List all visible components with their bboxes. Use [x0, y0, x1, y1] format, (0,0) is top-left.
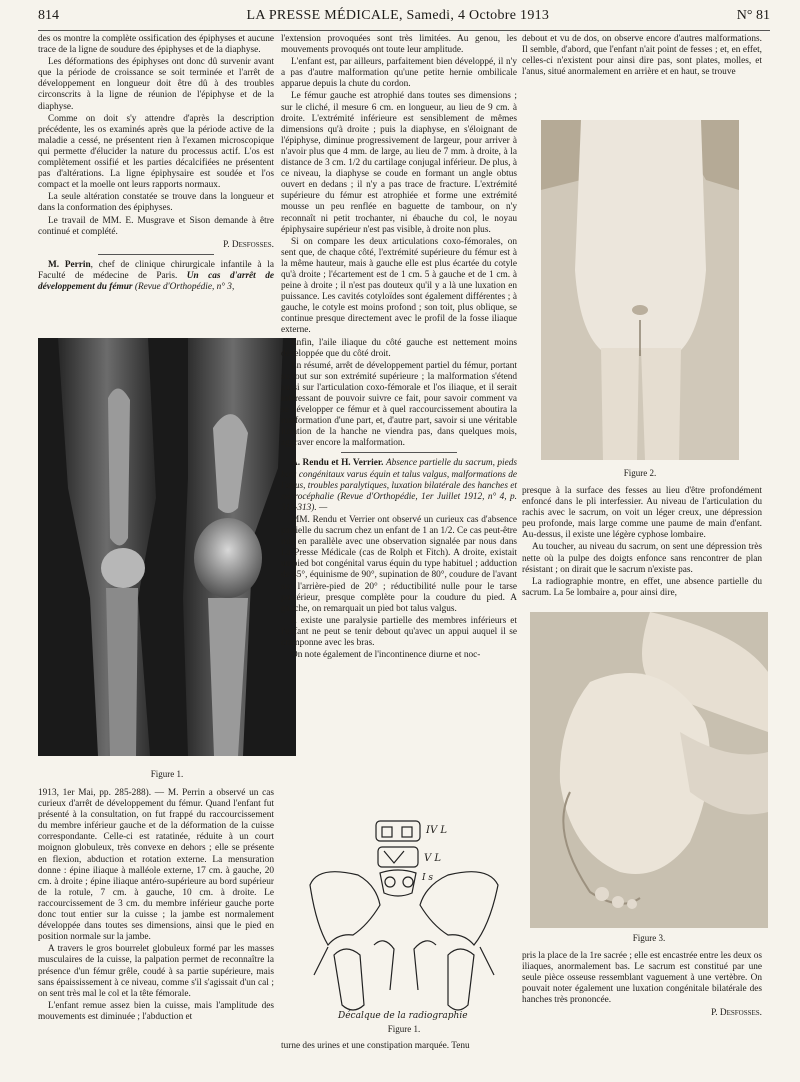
author-name: M. Perrin: [48, 259, 91, 270]
paragraph: des os montre la complète ossification des épiphyses et aucune trace de la ligne de soudure des épiphyses et de la diaphyse.: [38, 34, 274, 56]
article-title: Absence partielle du sacrum, pieds bots congénitaux varus équin et talus valgus, malformations de l'anus, troubles paralytiques, luxation bilatérale des hanches et microcéphalie: [281, 458, 517, 502]
child-foot-photo: [530, 612, 768, 928]
perrin-intro: [38, 260, 274, 293]
label-s1: I s: [422, 873, 434, 883]
article-reference: (Revue d'Orthopédie, 1er Juillet 1912, n° 4, p. 311-313). —: [281, 491, 518, 513]
paragraph: MM. Rendu et Verrier ont observé un curieux cas d'absence partielle du sacrum chez un enfant de 1 an 1/2. Ce cas peut-être mis en parallèle avec une observation signalée par nous dans La Presse Médicale (cas de Rolph et Fitch). A droite, existait un pied bot congénital varus équin du type habituel ; adduction de 45°, équinisme de 90°, supination de 80°, coudure de l'avant sur l'arrière-pied de 20° ; réductibilité nulle pour le tarse postérieur, presque complète pour la coudure du pied. A gauche, on remarquait un pied bot talus valgus.: [281, 514, 517, 614]
label-l4: IV L: [426, 825, 447, 836]
figure-1-caption: Figure 1.: [150, 769, 184, 779]
separator: [98, 254, 214, 255]
paragraph: En résumé, arrêt de développement partiel du fémur, portant surtout sur son extrémité supérieure ; la malformation s'étend aussi sur l'articulation coxo-fémorale et l'os iliaque, et il serait intéressant de pouvoir suivre ce fait, pour savoir comment va se développer ce fémur et à quel raccourcissement aboutira la malformation d'une part, et, d'autre part, savoir si une véritable luxation de la hanche ne viendra pas, dans quelques mois, aggraver encore la malformation.: [281, 360, 517, 449]
handwritten-note: Décalque de la radiographie: [338, 1011, 468, 1021]
issue-number: N° 81: [736, 8, 770, 23]
page-number: 814: [38, 8, 59, 23]
pelvis-tracing-diagram: [298, 815, 510, 1035]
pelvis-drawing: [298, 815, 510, 1035]
radiograph-image: [38, 338, 296, 756]
paragraph: Enfin, l'aile iliaque du côté gauche est nettement moins développée que du côté droit.: [281, 337, 517, 359]
paragraph: presque à la surface des fesses au lieu d'être profondément enfoncé dans le pli interfessier. Au niveau de l'articulation du rachis avec le sacrum, on voit un léger creux, une dépression peu profonde, mais large comme une paume de main d'enfant. Au-dessus, il existe une légère cyphose lombaire.: [522, 486, 762, 541]
paragraph: Il existe une paralysie partielle des membres inférieurs et l'enfant ne peut se tenir debout qu'avec un appui auquel il se cramponne avec les bras.: [281, 615, 517, 648]
page-header: [38, 8, 770, 28]
paragraph: debout et vu de dos, on observe encore d'autres malformations. Il semble, d'abord, que l'enfant n'ait point de fesses ; et, en effet, celles-ci n'existent pour ainsi dire pas, sont plates, molles, et l'anus, situé anormalement en arrière et en haut, se trouve: [522, 34, 762, 78]
paragraph: pris la place de la 1re sacrée ; elle est encastrée entre les deux os iliaques, anormalement bas. Le sacrum est constitué par une seule pièce osseuse ressemblant vaguement à une vertèbre. On pouvait noter également une luxation congénitale bilatérale des hanches très prononcée.: [522, 951, 762, 1006]
column-3-middle: [522, 486, 762, 600]
figure-1-radiograph: [38, 338, 296, 756]
paragraph: A travers le gros bourrelet globuleux formé par les masses musculaires de la cuisse, la palpation permet de reconnaître la présence d'un fémur grêle, coudé à sa partie supérieure, mais sans épaississement à ce niveau, comme s'il s'agissait d'un cal ; on sent très mal le col et la tête fémorale.: [38, 944, 274, 999]
child-back-photo: [541, 120, 739, 460]
column-1-top: [38, 34, 274, 294]
paragraph: turne des urines et une constipation marquée. Tenu: [281, 1041, 470, 1051]
paragraph: La radiographie montre, en effet, une absence partielle du sacrum. La 5e lombaire a, pour ainsi dire,: [522, 576, 762, 598]
rendu-intro: [281, 458, 517, 513]
figure-3-photo: [530, 612, 768, 928]
paragraph: l'extension provoquées sont très limitées. Au genou, les mouvements provoqués ont toute leur amplitude.: [281, 34, 517, 56]
signature: P. Desfosses.: [711, 1008, 762, 1019]
figure-2-photo: [541, 120, 739, 460]
column-2: [281, 34, 517, 662]
article-reference: (Revue d'Orthopédie, n° 3,: [134, 281, 235, 292]
paragraph: Au toucher, au niveau du sacrum, on sent une dépression très nette où la pulpe des doigts enfonce sans rencontrer de plan résistant ; on dirait que le sacrum n'existe pas.: [522, 542, 762, 575]
paragraph: Le travail de MM. E. Musgrave et Sison demande à être continué et complété.: [38, 215, 274, 237]
author-names: A. Rendu et H. Verrier.: [291, 458, 384, 469]
paragraph: Le fémur gauche est atrophié dans toutes ses dimensions ; sur le cliché, il mesure 6 cm. en longueur, au lieu de 9 cm. à droite. L'extrémité inférieure est sensiblement de mêmes dimensions qu'à droite ; puis la diaphyse, en s'éloignant de l'épiphyse, diminue progressivement de largeur, pour arriver à n'avoir plus que 4 mm. de large, au lieu de 7 mm. à droite, à la distance de 3 cm. 1/2 du cartilage conjugal inférieur. De plus, à ce niveau, la diaphyse se coude en formant un angle obtus ouvert en dedans ; il n'y a pas trace de fracture. L'extrémité supérieure du fémur est atrophiée et forme une extrémité mousse un peu renflée en baguette de tambour, on n'y reconnaît ni petit trochanter, ni ébauche du col, le noyau épiphysaire supérieur n'est pas visible, à droite non plus.: [281, 91, 517, 235]
separator: [341, 452, 457, 453]
figure-3-caption: Figure 3.: [632, 933, 666, 943]
header-rule: [38, 30, 770, 31]
paragraph: L'enfant est, par ailleurs, parfaitement bien développé, il n'y a pas d'autre malformation qu'une petite hernie ombilicale apparue depuis la chute du cordon.: [281, 57, 517, 90]
paragraph: On note également de l'incontinence diurne et noc-: [291, 650, 481, 661]
article-title: Un cas d'arrêt de développement du fémur: [38, 270, 274, 292]
column-3-bottom: [522, 951, 762, 1021]
paragraph: Les déformations des épiphyses ont donc dû survenir avant que la période de croissance se soit terminée et l'arrêt de développement en longueur doit être dû à des troubles circonscrits à la ligne de réunion de l'épiphyse et de la diaphyse.: [38, 57, 274, 112]
label-l5: V L: [424, 853, 442, 864]
author-affiliation: , chef de clinique chirurgicale infantile à la Faculté de médecine de Paris.: [38, 259, 274, 281]
column-2-end: [281, 1041, 517, 1053]
paragraph: Comme on doit s'y attendre d'après la description précédente, les os examinés après que la période active de la maladie a cessé, ne présentent rien à l'examen microscopique qui permette d'élucider la nature du processus actif. L'os est complètement ossifié et les parties décalcifiées ne présentent pas d'altérations. La ligne épiphysaire est soudée et l'os compact et la moelle ont leurs rapports normaux.: [38, 113, 274, 191]
paragraph: La seule altération constatée se trouve dans la longueur et dans la conformation des épiphyses.: [38, 192, 274, 214]
column-1-bottom: [38, 788, 274, 1024]
journal-title: LA PRESSE MÉDICALE, Samedi, 4 Octobre 1913: [246, 8, 550, 23]
paragraph: Si on compare les deux articulations coxo-fémorales, on sent que, de chaque côté, l'extrémité supérieure du fémur est à la même hauteur, mais à gauche elle est plus écartée du cotyle qu'à droite ; l'écartement est de 1 cm. 5 à gauche et de 1 cm. à peine à droite ; il n'est pas douteux qu'il y a là une luxation en puissance. Les cavités cotyloïdes sont également différentes ; à gauche, le cotyle est moins profond ; son toit, plus oblique, se continue presque directement avec le profil de la fosse iliaque externe.: [281, 236, 517, 336]
signature: P. Desfosses.: [223, 239, 274, 250]
paragraph: 1913, 1er Mai, pp. 285-288). — M. Perrin a observé un cas curieux d'arrêt de développement du fémur. Quand l'enfant fut présenté à la consultation, on fut frappé du raccourcissement du membre inférieur gauche et de la déformation de la cuisse correspondante. Celle-ci est ratatinée, réduite à un court moignon globuleux, très convexe en dehors ; elle se présente en flexion, abduction et rotation externe. La mensuration donne : épine iliaque à malléole externe, 17 cm. à gauche, 20 cm. à droite ; épine iliaque antéro-supérieure au bord supérieur de la rotule, 7 cm. à gauche, 10 cm. à droite. Le raccourcissement de 3 cm. du membre inférieur gauche porte donc tout entier sur la cuisse ; la jambe est normalement développée dans toutes ses dimensions, ainsi que le pied en position normale sur la jambe.: [38, 788, 274, 943]
column-3-top: [522, 34, 762, 79]
figure-2-caption: Figure 2.: [623, 468, 657, 478]
paragraph: L'enfant remue assez bien la cuisse, mais l'amplitude des mouvements est diminuée ; l'abduction et: [38, 1000, 274, 1022]
diagram-caption: Figure 1.: [387, 1024, 421, 1034]
